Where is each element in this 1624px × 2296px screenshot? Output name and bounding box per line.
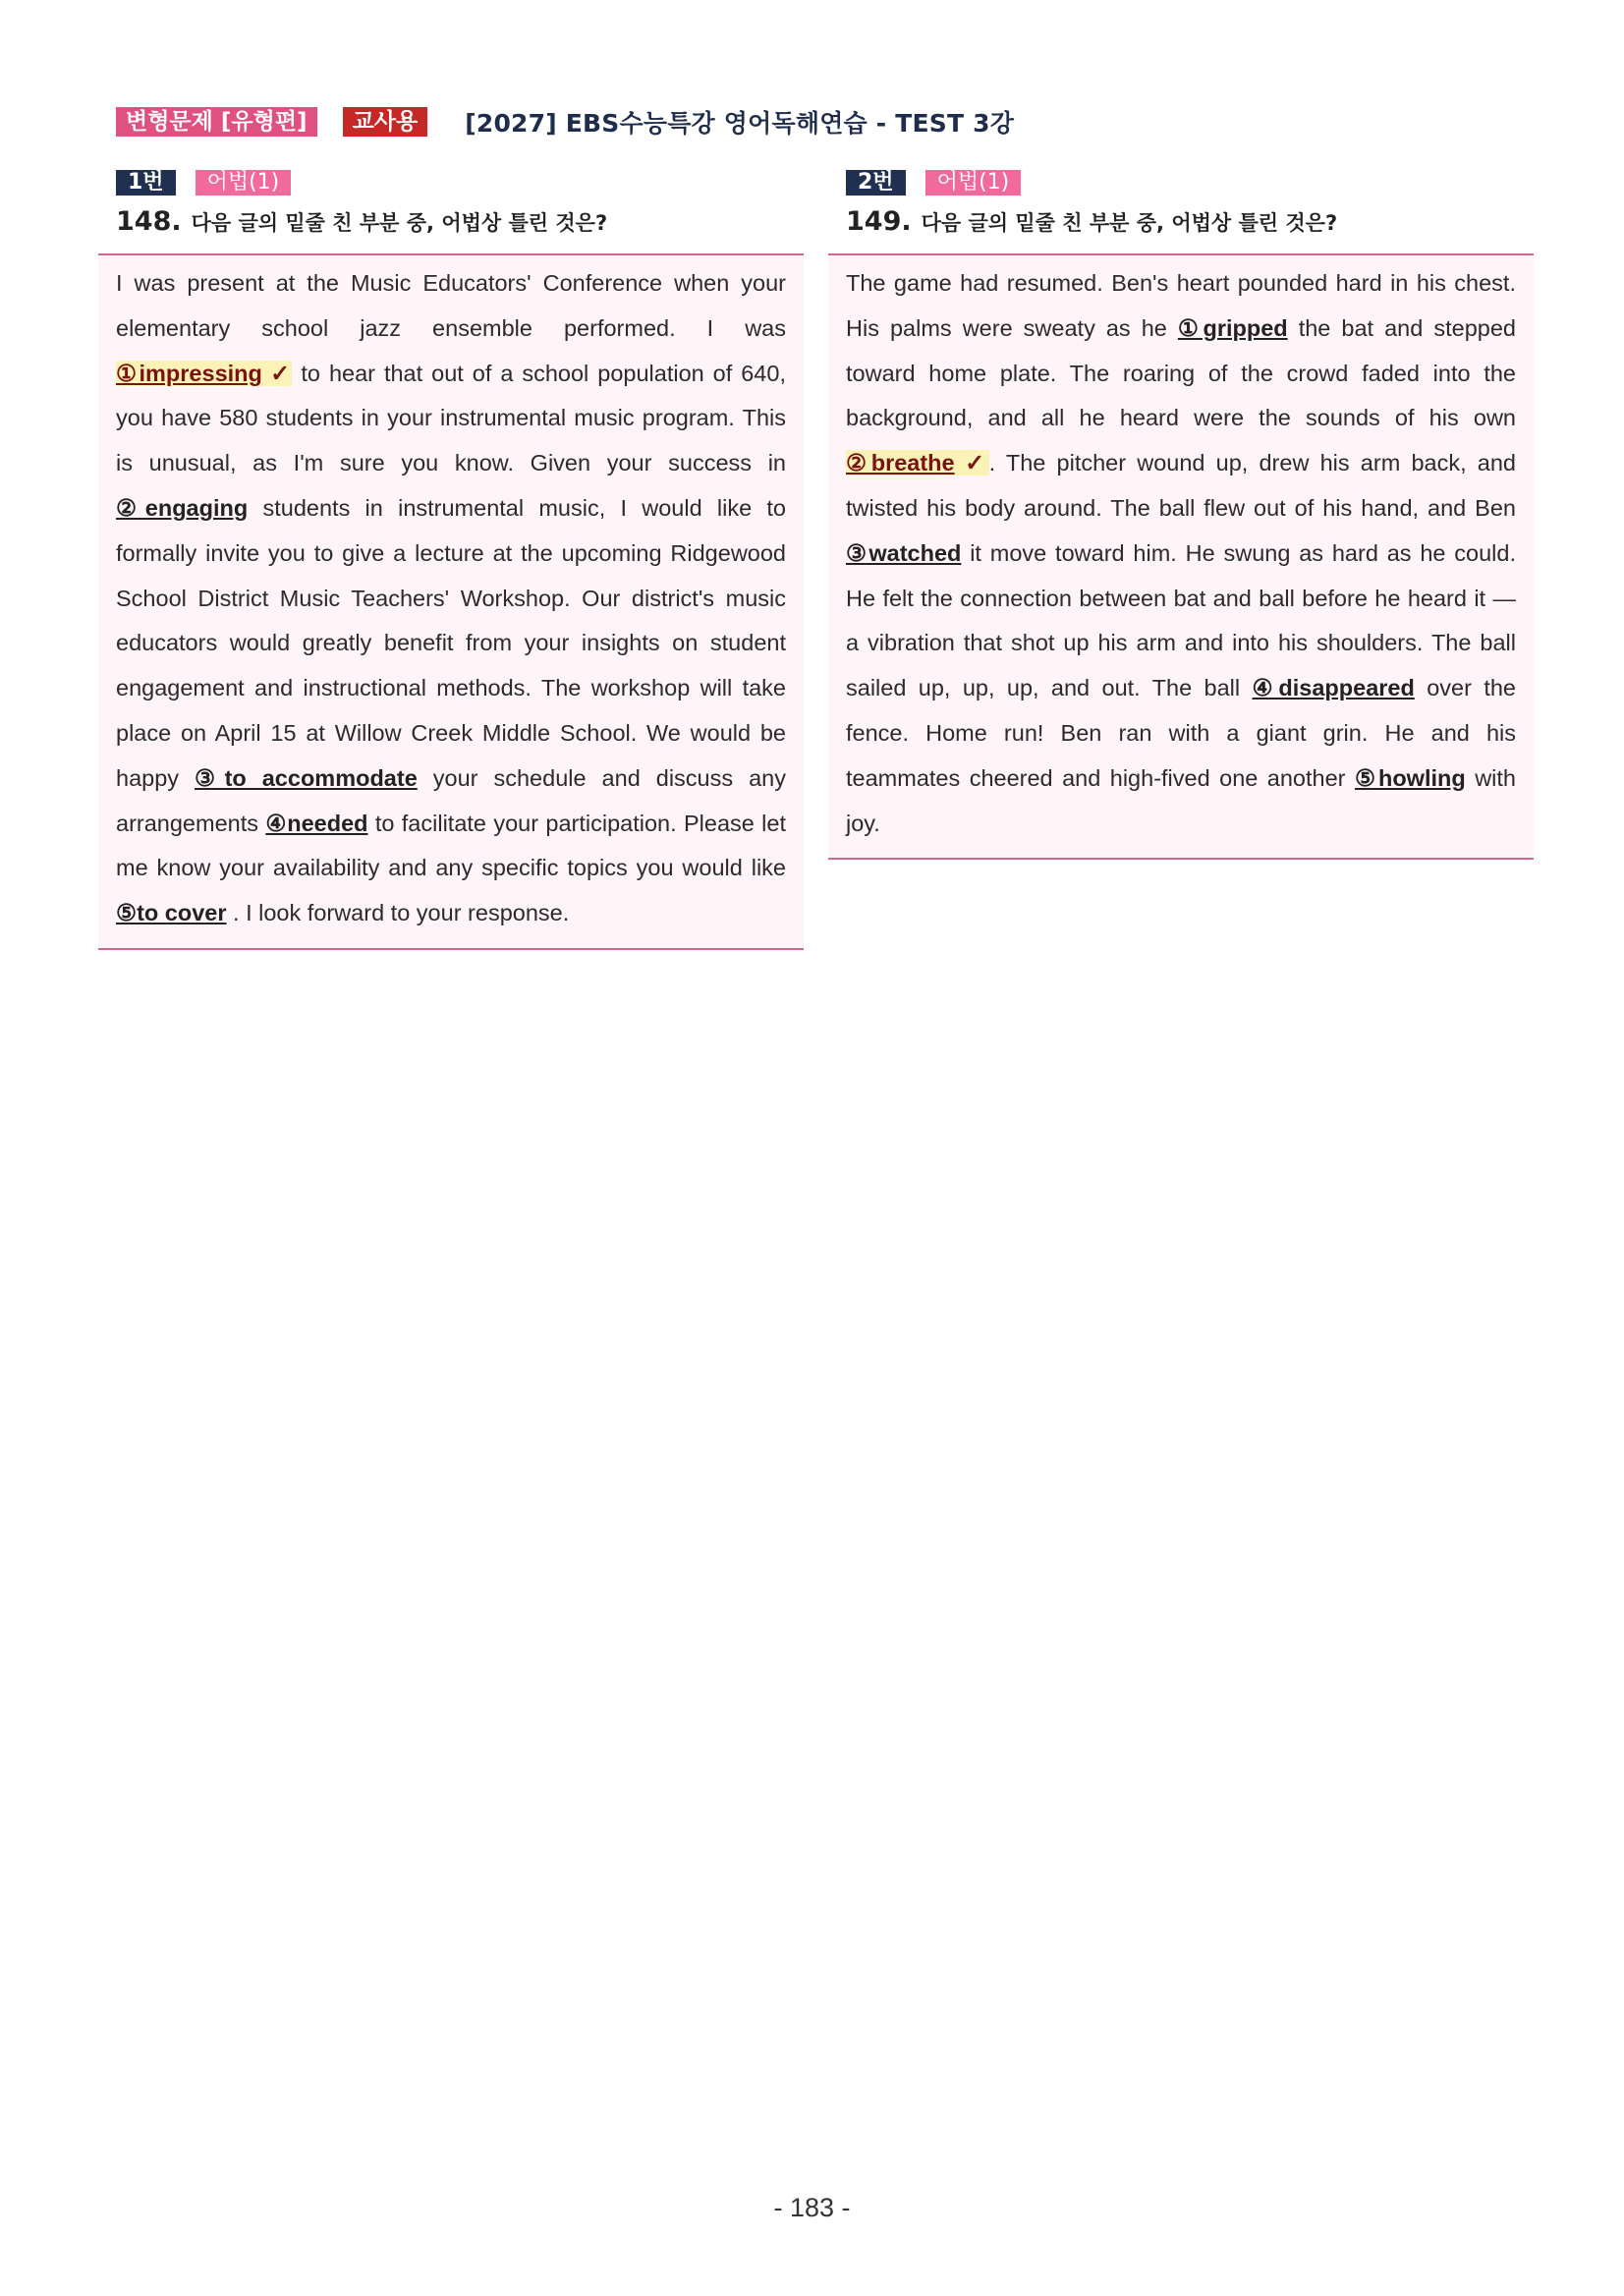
- check-icon: ✓: [267, 360, 293, 386]
- underlined-choice: ④needed: [265, 810, 368, 836]
- passage-segment: I was present at the Music Educators' Conference when your elementary school jazz ensemble performed. I was: [116, 270, 786, 341]
- passage-segment: The game had resumed. Ben's heart pounded hard in his chest. His palms were sweaty as he: [846, 270, 1516, 341]
- passage-segment: students in instrumental music, I would like to formally invite you to give a lecture at the upcoming Ridgewood School District Music Teachers' Workshop. Our district's music educators would greatly benefit from your insights on student engagement and instructional methods. The workshop will take place on April 15 at Willow Creek Middle School. We would be happy: [116, 494, 787, 791]
- passage-text: [116, 261, 786, 936]
- teacher-tag: 교사용: [343, 107, 428, 137]
- question-column-2: [828, 169, 1534, 860]
- underlined-choice: ②engaging: [116, 494, 249, 521]
- question-prompt: 다음 글의 밑줄 친 부분 중, 어법상 틀린 것은?: [921, 211, 1338, 235]
- document-title: [2027] EBS수능특강 영어독해연습 - TEST 3강: [465, 109, 1015, 138]
- passage-segment: the bat and stepped toward home plate. The roaring of the crowd faded into the background, and all he heard were the sounds of his own: [846, 314, 1516, 431]
- question-title: [98, 206, 804, 240]
- passage-segment: it move toward him. He swung as hard as he could. He felt the connection between bat and ball before he heard it — a vibration that shot up his arm and into his shoulders. The ball sailed up, up, up, and out. The ball: [846, 539, 1516, 701]
- underlined-choice: ⑤to cover: [116, 900, 227, 926]
- underlined-choice: ①gripped: [1177, 314, 1288, 341]
- passage-segment: . I look forward to your response.: [226, 900, 570, 926]
- passage-segment: to facilitate your participation. Please let me know your availability and any specific topics you would like: [116, 810, 786, 881]
- underlined-choice: ⑤howling: [1354, 764, 1466, 791]
- variant-tag: 변형문제 [유형편]: [116, 107, 317, 137]
- check-icon: ✓: [960, 450, 989, 476]
- passage-segment: to hear that out of a school population of 640, you have 580 students in your instrumental music program. This is unusual, as I'm sure you know. Given your success in: [116, 360, 786, 476]
- answer-highlight: [116, 361, 292, 386]
- underlined-answer: ②breathe: [846, 450, 955, 476]
- question-column-1: [98, 169, 804, 950]
- page-header: [116, 104, 1014, 140]
- passage-text: [846, 261, 1516, 846]
- question-title: [828, 206, 1534, 240]
- question-prompt: 다음 글의 밑줄 친 부분 중, 어법상 틀린 것은?: [191, 211, 608, 235]
- passage-segment: . The pitcher wound up, drew his arm back, and twisted his body around. The ball flew out of his hand, and Ben: [846, 450, 1516, 521]
- question-number: 149.: [846, 206, 912, 237]
- question-number: 148.: [116, 206, 182, 237]
- question-header: [828, 169, 1534, 196]
- passage-box: [98, 253, 804, 950]
- underlined-answer: ①impressing: [116, 360, 262, 386]
- question-category: 어법(1): [196, 170, 292, 196]
- passage-segment: over the fence. Home run! Ben ran with a giant grin. He and his teammates cheered and high-fived one another: [846, 675, 1516, 791]
- underlined-choice: ④disappeared: [1252, 675, 1415, 701]
- answer-highlight: [846, 450, 989, 476]
- question-label: 1번: [116, 170, 176, 196]
- page-number: - 183 -: [773, 2193, 851, 2222]
- passage-box: [828, 253, 1534, 860]
- passage-segment: with joy.: [846, 764, 1516, 836]
- question-label: 2번: [846, 170, 906, 196]
- question-header: [98, 169, 804, 196]
- passage-segment: your schedule and discuss any arrangements: [116, 764, 787, 836]
- underlined-choice: ③to accommodate: [195, 764, 418, 791]
- underlined-choice: ③watched: [846, 539, 962, 566]
- question-category: 어법(1): [925, 170, 1022, 196]
